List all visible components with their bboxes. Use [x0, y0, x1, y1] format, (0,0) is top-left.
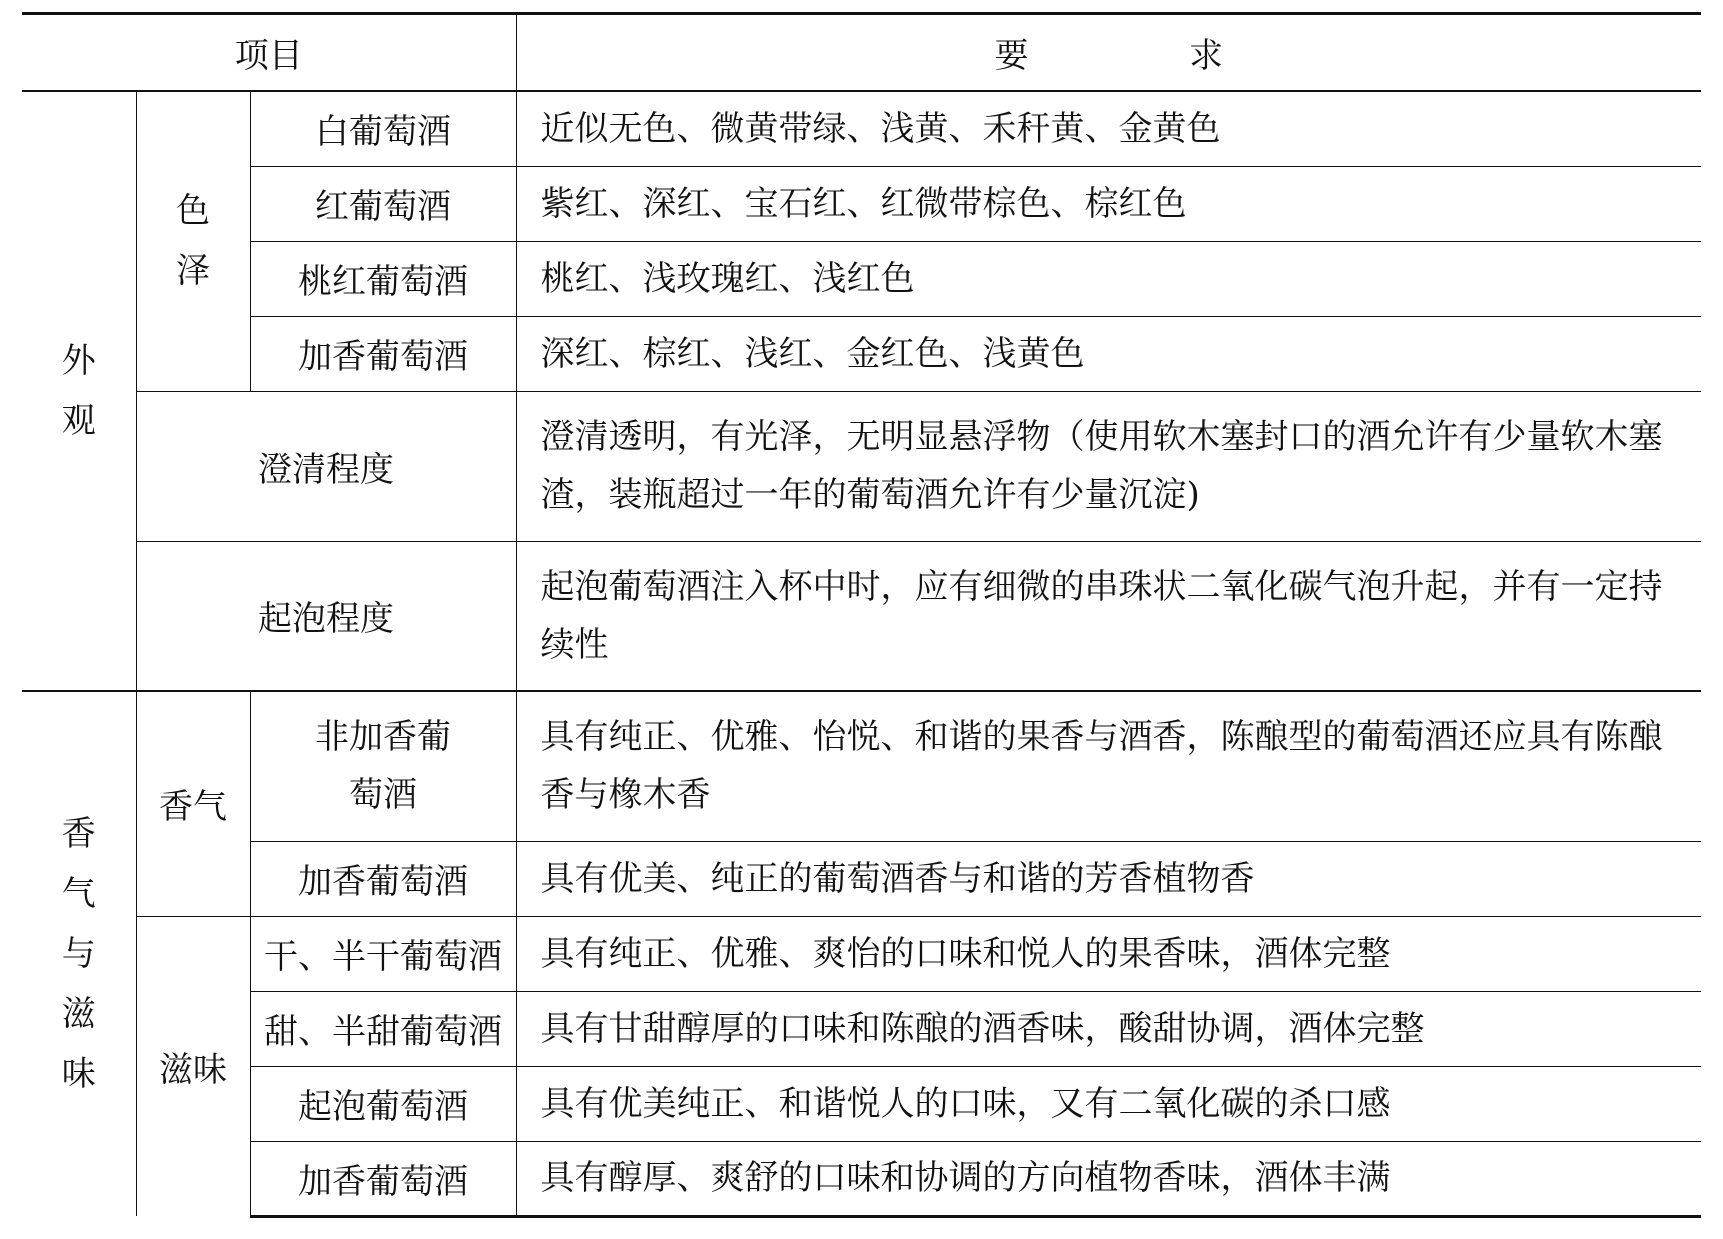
requirement-cell: 具有甘甜醇厚的口味和陈酿的酒香味，酸甜协调，酒体完整 — [516, 991, 1701, 1066]
requirement-cell: 起泡葡萄酒注入杯中时，应有细微的串珠状二氧化碳气泡升起，并有一定持续性 — [516, 541, 1701, 691]
wine-type-cell: 红葡萄酒 — [250, 166, 516, 241]
header-requirement-text: 要 求 — [994, 36, 1298, 76]
table-row — [22, 91, 1701, 166]
category-aroma-taste-label: 香气与滋味 — [61, 814, 96, 1094]
requirement-cell: 具有醇厚、爽舒的口味和协调的方向植物香味，酒体丰满 — [516, 1141, 1701, 1216]
wine-type-cell: 加香葡萄酒 — [250, 316, 516, 391]
header-requirement — [516, 14, 1701, 92]
wine-sensory-requirements-table-wrapper — [22, 12, 1701, 1218]
subcategory-aroma: 香气 — [136, 691, 250, 916]
subcategory-taste: 滋味 — [136, 916, 250, 1216]
table-row — [22, 166, 1701, 241]
table-row — [22, 391, 1701, 541]
table-row — [22, 691, 1701, 841]
table-row — [22, 841, 1701, 916]
subcategory-foam: 起泡程度 — [136, 541, 516, 691]
header-item: 项目 — [22, 14, 516, 92]
requirement-cell: 深红、棕红、浅红、金红色、浅黄色 — [516, 316, 1701, 391]
requirement-cell: 澄清透明，有光泽，无明显悬浮物（使用软木塞封口的酒允许有少量软木塞渣，装瓶超过一年的葡萄酒允许有少量沉淀) — [516, 391, 1701, 541]
wine-type-cell: 白葡萄酒 — [250, 91, 516, 166]
table-row — [22, 316, 1701, 391]
wine-type-cell: 桃红葡萄酒 — [250, 241, 516, 316]
table-row — [22, 1141, 1701, 1216]
wine-sensory-requirements-table — [22, 12, 1701, 1218]
subcategory-clarity: 澄清程度 — [136, 391, 516, 541]
table-row — [22, 541, 1701, 691]
wine-type-wrapped: 非加香葡萄酒 — [315, 717, 451, 816]
wine-type-cell: 起泡葡萄酒 — [250, 1066, 516, 1141]
table-row — [22, 991, 1701, 1066]
wine-type-cell: 干、半干葡萄酒 — [250, 916, 516, 991]
subcategory-color — [136, 91, 250, 391]
table-row — [22, 1066, 1701, 1141]
requirement-cell: 具有纯正、优雅、爽怡的口味和悦人的果香味，酒体完整 — [516, 916, 1701, 991]
category-aroma-taste — [22, 691, 136, 1216]
wine-type-cell: 加香葡萄酒 — [250, 841, 516, 916]
category-appearance — [22, 91, 136, 691]
wine-type-cell: 甜、半甜葡萄酒 — [250, 991, 516, 1066]
requirement-cell: 紫红、深红、宝石红、红微带棕色、棕红色 — [516, 166, 1701, 241]
header-row — [22, 14, 1701, 92]
category-appearance-label: 外观 — [61, 341, 96, 441]
requirement-cell: 具有优美纯正、和谐悦人的口味，又有二氧化碳的杀口感 — [516, 1066, 1701, 1141]
wine-type-cell — [250, 691, 516, 841]
wine-type-cell: 加香葡萄酒 — [250, 1141, 516, 1216]
requirement-cell: 桃红、浅玫瑰红、浅红色 — [516, 241, 1701, 316]
table-row — [22, 241, 1701, 316]
subcategory-color-label: 色泽 — [176, 191, 210, 292]
requirement-cell: 具有纯正、优雅、怡悦、和谐的果香与酒香，陈酿型的葡萄酒还应具有陈酿香与橡木香 — [516, 691, 1701, 841]
requirement-cell: 近似无色、微黄带绿、浅黄、禾秆黄、金黄色 — [516, 91, 1701, 166]
table-row — [22, 916, 1701, 991]
requirement-cell: 具有优美、纯正的葡萄酒香与和谐的芳香植物香 — [516, 841, 1701, 916]
